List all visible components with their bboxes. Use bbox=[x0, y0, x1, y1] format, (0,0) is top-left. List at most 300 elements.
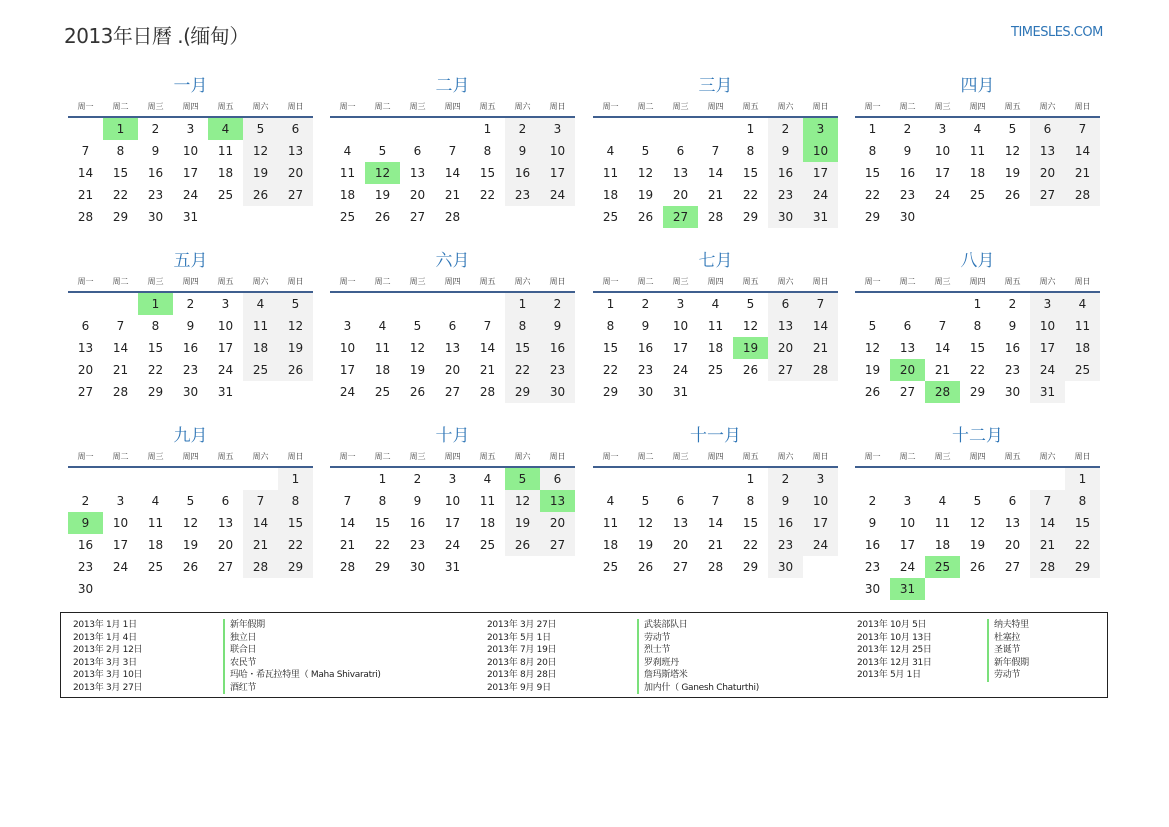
day-cell: 26 bbox=[409, 385, 426, 399]
weekday-header bbox=[68, 98, 313, 118]
month-name: 八月 bbox=[960, 251, 995, 271]
day-cell: 15 bbox=[1065, 512, 1100, 534]
day-cell: 17 bbox=[112, 538, 129, 552]
day-cell: 3 bbox=[803, 468, 838, 490]
weekday-label: 周日 bbox=[287, 452, 304, 461]
day-cell: 7 bbox=[343, 494, 352, 508]
day-cell: 1 bbox=[505, 293, 540, 315]
empty-day-cell bbox=[365, 293, 400, 315]
weekday-label: 周一 bbox=[77, 452, 94, 461]
day-cell: 3 bbox=[448, 472, 457, 486]
day-cell: 12 bbox=[505, 490, 540, 512]
holiday-name: 新年假期 bbox=[223, 619, 265, 632]
holiday-day-cell: 27 bbox=[663, 206, 698, 228]
empty-day-cell bbox=[330, 293, 365, 315]
day-cell: 12 bbox=[278, 315, 313, 337]
day-cell: 30 bbox=[182, 385, 199, 399]
day-cell: 8 bbox=[606, 319, 615, 333]
week-row bbox=[330, 468, 575, 490]
week-row bbox=[593, 381, 838, 403]
weekday-label: 周一 bbox=[602, 102, 619, 111]
weekday-header bbox=[593, 273, 838, 293]
holiday-name: 玛哈・希瓦拉特里（ Maha Shivaratri) bbox=[223, 669, 381, 682]
day-cell: 12 bbox=[182, 516, 199, 530]
day-cell: 11 bbox=[1065, 315, 1100, 337]
empty-day-cell bbox=[103, 578, 138, 600]
weekday-label: 周二 bbox=[374, 452, 391, 461]
weekday-label: 周三 bbox=[934, 102, 951, 111]
day-cell: 30 bbox=[1004, 385, 1021, 399]
day-cell: 5 bbox=[378, 144, 387, 158]
day-cell: 6 bbox=[540, 468, 575, 490]
holiday-date: 2013年 8月 20日 bbox=[487, 657, 557, 668]
day-cell: 10 bbox=[899, 516, 916, 530]
day-cell: 2 bbox=[186, 297, 195, 311]
day-cell: 22 bbox=[969, 363, 986, 377]
holiday-name: 劳动节 bbox=[637, 632, 670, 645]
day-cell: 6 bbox=[448, 319, 457, 333]
day-cell: 30 bbox=[768, 556, 803, 578]
weekday-label: 周六 bbox=[777, 102, 794, 111]
empty-day-cell bbox=[628, 118, 663, 140]
day-cell: 9 bbox=[641, 319, 650, 333]
site-link[interactable]: TIMESLES.COM bbox=[1011, 25, 1103, 40]
week-row bbox=[330, 293, 575, 315]
day-cell: 10 bbox=[803, 490, 838, 512]
day-cell: 26 bbox=[374, 210, 391, 224]
day-cell: 6 bbox=[676, 144, 685, 158]
day-cell: 29 bbox=[864, 210, 881, 224]
week-row bbox=[68, 359, 313, 381]
day-cell: 28 bbox=[112, 385, 129, 399]
empty-day-cell bbox=[995, 468, 1030, 490]
day-cell: 23 bbox=[409, 538, 426, 552]
weekday-label: 周三 bbox=[409, 277, 426, 286]
weekday-label: 周一 bbox=[864, 452, 881, 461]
day-cell: 18 bbox=[479, 516, 496, 530]
day-cell: 25 bbox=[217, 188, 234, 202]
day-cell: 26 bbox=[637, 560, 654, 574]
day-cell: 18 bbox=[339, 188, 356, 202]
day-cell: 23 bbox=[864, 560, 881, 574]
day-cell: 27 bbox=[1004, 560, 1021, 574]
day-cell: 27 bbox=[672, 560, 689, 574]
weekday-header bbox=[68, 448, 313, 468]
day-cell: 8 bbox=[483, 144, 492, 158]
weekday-header bbox=[330, 98, 575, 118]
day-cell: 25 bbox=[707, 363, 724, 377]
weekday-label: 周四 bbox=[444, 277, 461, 286]
day-cell: 4 bbox=[343, 144, 352, 158]
day-cell: 22 bbox=[112, 188, 129, 202]
day-cell: 9 bbox=[505, 140, 540, 162]
weekday-label: 周三 bbox=[147, 277, 164, 286]
day-cell: 13 bbox=[217, 516, 234, 530]
day-cell: 9 bbox=[151, 144, 160, 158]
day-cell: 8 bbox=[868, 144, 877, 158]
weekday-label: 周六 bbox=[1039, 277, 1056, 286]
day-cell: 22 bbox=[278, 534, 313, 556]
day-cell: 27 bbox=[768, 359, 803, 381]
weekday-label: 周五 bbox=[217, 277, 234, 286]
day-cell: 11 bbox=[339, 166, 356, 180]
day-cell: 15 bbox=[374, 516, 391, 530]
weekday-label: 周二 bbox=[899, 102, 916, 111]
empty-day-cell bbox=[663, 468, 698, 490]
weekday-label: 周一 bbox=[77, 102, 94, 111]
week-row bbox=[855, 468, 1100, 490]
day-cell: 19 bbox=[278, 337, 313, 359]
weekday-label: 周五 bbox=[742, 277, 759, 286]
day-cell: 22 bbox=[479, 188, 496, 202]
day-cell: 8 bbox=[151, 319, 160, 333]
empty-day-cell bbox=[400, 118, 435, 140]
day-cell: 29 bbox=[969, 385, 986, 399]
weekday-label: 周六 bbox=[1039, 452, 1056, 461]
day-cell: 17 bbox=[934, 166, 951, 180]
day-cell: 15 bbox=[969, 341, 986, 355]
day-cell: 9 bbox=[1008, 319, 1017, 333]
day-cell: 5 bbox=[413, 319, 422, 333]
day-cell: 27 bbox=[444, 385, 461, 399]
day-cell: 9 bbox=[768, 140, 803, 162]
day-cell: 20 bbox=[768, 337, 803, 359]
week-row bbox=[68, 578, 313, 600]
week-row bbox=[330, 315, 575, 337]
day-cell: 8 bbox=[505, 315, 540, 337]
empty-day-cell bbox=[960, 578, 995, 600]
day-cell: 24 bbox=[934, 188, 951, 202]
day-cell: 13 bbox=[672, 166, 689, 180]
day-cell: 2 bbox=[540, 293, 575, 315]
day-cell: 18 bbox=[374, 363, 391, 377]
empty-day-cell bbox=[103, 468, 138, 490]
holiday-name: 农民节 bbox=[223, 657, 256, 670]
weekday-label: 周六 bbox=[514, 277, 531, 286]
day-cell: 26 bbox=[505, 534, 540, 556]
empty-day-cell bbox=[243, 206, 278, 228]
empty-day-cell bbox=[278, 381, 313, 403]
day-cell: 18 bbox=[147, 538, 164, 552]
day-cell: 5 bbox=[641, 494, 650, 508]
day-cell: 16 bbox=[768, 512, 803, 534]
week-row bbox=[330, 556, 575, 578]
day-cell: 12 bbox=[742, 319, 759, 333]
day-cell: 24 bbox=[444, 538, 461, 552]
day-cell: 13 bbox=[899, 341, 916, 355]
holiday-date: 2013年 3月 3日 bbox=[73, 657, 137, 668]
day-cell: 6 bbox=[903, 319, 912, 333]
weekday-label: 周五 bbox=[217, 452, 234, 461]
day-cell: 24 bbox=[112, 560, 129, 574]
weekday-label: 周六 bbox=[252, 277, 269, 286]
holiday-date: 2013年 1月 1日 bbox=[73, 620, 137, 630]
day-cell: 6 bbox=[278, 118, 313, 140]
day-cell: 18 bbox=[602, 188, 619, 202]
weekday-label: 周五 bbox=[217, 102, 234, 111]
day-cell: 27 bbox=[540, 534, 575, 556]
day-cell: 25 bbox=[602, 560, 619, 574]
day-cell: 30 bbox=[77, 582, 94, 596]
week-row bbox=[330, 359, 575, 381]
day-cell: 14 bbox=[243, 512, 278, 534]
weekday-label: 周六 bbox=[514, 452, 531, 461]
day-cell: 18 bbox=[1065, 337, 1100, 359]
day-cell: 22 bbox=[742, 188, 759, 202]
day-cell: 13 bbox=[278, 140, 313, 162]
day-cell: 28 bbox=[803, 359, 838, 381]
weekday-label: 周四 bbox=[969, 277, 986, 286]
weekday-header bbox=[855, 448, 1100, 468]
day-cell: 27 bbox=[899, 385, 916, 399]
day-cell: 11 bbox=[602, 166, 619, 180]
day-cell: 16 bbox=[899, 166, 916, 180]
week-row bbox=[855, 315, 1100, 337]
day-cell: 30 bbox=[637, 385, 654, 399]
day-cell: 8 bbox=[278, 490, 313, 512]
weekday-label: 周三 bbox=[672, 102, 689, 111]
week-row bbox=[68, 512, 313, 534]
month-9 bbox=[68, 424, 313, 600]
weekday-label: 周六 bbox=[777, 452, 794, 461]
empty-day-cell bbox=[855, 293, 890, 315]
week-row bbox=[593, 184, 838, 206]
day-cell: 29 bbox=[742, 560, 759, 574]
day-cell: 14 bbox=[339, 516, 356, 530]
day-cell: 31 bbox=[444, 560, 461, 574]
day-cell: 31 bbox=[217, 385, 234, 399]
week-row bbox=[855, 359, 1100, 381]
day-cell: 25 bbox=[602, 210, 619, 224]
week-row bbox=[68, 315, 313, 337]
day-cell: 8 bbox=[746, 494, 755, 508]
empty-day-cell bbox=[365, 118, 400, 140]
day-cell: 25 bbox=[479, 538, 496, 552]
week-row bbox=[593, 359, 838, 381]
day-cell: 9 bbox=[186, 319, 195, 333]
week-row bbox=[68, 184, 313, 206]
day-cell: 22 bbox=[742, 538, 759, 552]
week-row bbox=[330, 162, 575, 184]
weekday-label: 周五 bbox=[479, 277, 496, 286]
holiday-day-cell: 5 bbox=[505, 468, 540, 490]
day-cell: 28 bbox=[339, 560, 356, 574]
empty-day-cell bbox=[103, 293, 138, 315]
day-cell: 3 bbox=[116, 494, 125, 508]
week-row bbox=[855, 140, 1100, 162]
day-cell: 2 bbox=[1008, 297, 1017, 311]
day-cell: 17 bbox=[217, 341, 234, 355]
day-cell: 16 bbox=[505, 162, 540, 184]
day-cell: 2 bbox=[868, 494, 877, 508]
day-cell: 23 bbox=[147, 188, 164, 202]
empty-day-cell bbox=[400, 293, 435, 315]
empty-day-cell bbox=[768, 381, 803, 403]
holiday-date: 2013年 9月 9日 bbox=[487, 682, 551, 693]
day-cell: 24 bbox=[1030, 359, 1065, 381]
day-cell: 10 bbox=[934, 144, 951, 158]
day-cell: 8 bbox=[973, 319, 982, 333]
day-cell: 19 bbox=[1004, 166, 1021, 180]
day-cell: 7 bbox=[938, 319, 947, 333]
day-cell: 17 bbox=[1030, 337, 1065, 359]
day-cell: 16 bbox=[637, 341, 654, 355]
empty-day-cell bbox=[505, 206, 540, 228]
week-row bbox=[68, 337, 313, 359]
day-cell: 2 bbox=[903, 122, 912, 136]
weekday-label: 周三 bbox=[147, 102, 164, 111]
week-row bbox=[330, 140, 575, 162]
month-name: 七月 bbox=[698, 251, 733, 271]
day-cell: 11 bbox=[969, 144, 986, 158]
week-row bbox=[593, 293, 838, 315]
day-cell: 24 bbox=[540, 184, 575, 206]
day-cell: 30 bbox=[864, 582, 881, 596]
day-cell: 19 bbox=[374, 188, 391, 202]
day-cell: 8 bbox=[746, 144, 755, 158]
weekday-label: 周二 bbox=[112, 277, 129, 286]
day-cell: 29 bbox=[112, 210, 129, 224]
day-cell: 2 bbox=[641, 297, 650, 311]
day-cell: 28 bbox=[1030, 556, 1065, 578]
day-cell: 12 bbox=[969, 516, 986, 530]
weekday-header bbox=[593, 448, 838, 468]
day-cell: 12 bbox=[637, 516, 654, 530]
day-cell: 4 bbox=[378, 319, 387, 333]
day-cell: 26 bbox=[742, 363, 759, 377]
day-cell: 22 bbox=[602, 363, 619, 377]
empty-day-cell bbox=[925, 293, 960, 315]
day-cell: 5 bbox=[641, 144, 650, 158]
weekday-label: 周三 bbox=[409, 102, 426, 111]
holidays-panel bbox=[60, 612, 1108, 698]
day-cell: 21 bbox=[1065, 162, 1100, 184]
empty-day-cell bbox=[1030, 578, 1065, 600]
holiday-name: 新年假期 bbox=[987, 657, 1029, 670]
day-cell: 10 bbox=[217, 319, 234, 333]
weekday-label: 周四 bbox=[969, 452, 986, 461]
day-cell: 4 bbox=[1065, 293, 1100, 315]
day-cell: 10 bbox=[672, 319, 689, 333]
holiday-date: 2013年 12月 31日 bbox=[857, 657, 932, 668]
day-cell: 11 bbox=[374, 341, 391, 355]
day-cell: 16 bbox=[540, 337, 575, 359]
month-11 bbox=[593, 424, 838, 578]
day-cell: 5 bbox=[746, 297, 755, 311]
week-row bbox=[855, 556, 1100, 578]
week-row bbox=[593, 162, 838, 184]
week-row bbox=[593, 337, 838, 359]
empty-day-cell bbox=[733, 381, 768, 403]
empty-day-cell bbox=[208, 578, 243, 600]
week-row bbox=[68, 206, 313, 228]
weekday-label: 周六 bbox=[514, 102, 531, 111]
month-name: 十月 bbox=[435, 426, 470, 446]
weekday-header bbox=[330, 273, 575, 293]
weekday-label: 周二 bbox=[374, 277, 391, 286]
day-cell: 17 bbox=[803, 512, 838, 534]
day-cell: 24 bbox=[182, 188, 199, 202]
day-cell: 21 bbox=[707, 538, 724, 552]
weekday-label: 周一 bbox=[339, 102, 356, 111]
weekday-label: 周五 bbox=[742, 452, 759, 461]
week-row bbox=[68, 162, 313, 184]
day-cell: 24 bbox=[217, 363, 234, 377]
day-cell: 14 bbox=[1030, 512, 1065, 534]
day-cell: 13 bbox=[1004, 516, 1021, 530]
day-cell: 22 bbox=[864, 188, 881, 202]
empty-day-cell bbox=[138, 578, 173, 600]
day-cell: 11 bbox=[217, 144, 234, 158]
day-cell: 3 bbox=[186, 122, 195, 136]
day-cell: 18 bbox=[602, 538, 619, 552]
day-cell: 24 bbox=[339, 385, 356, 399]
weekday-label: 周一 bbox=[864, 277, 881, 286]
month-8 bbox=[855, 249, 1100, 403]
day-cell: 11 bbox=[243, 315, 278, 337]
weekday-label: 周三 bbox=[934, 452, 951, 461]
day-cell: 21 bbox=[243, 534, 278, 556]
day-cell: 8 bbox=[116, 144, 125, 158]
empty-day-cell bbox=[330, 468, 365, 490]
day-cell: 5 bbox=[186, 494, 195, 508]
day-cell: 11 bbox=[707, 319, 724, 333]
day-cell: 6 bbox=[81, 319, 90, 333]
day-cell: 17 bbox=[540, 162, 575, 184]
weekday-label: 周五 bbox=[1004, 277, 1021, 286]
empty-day-cell bbox=[1065, 381, 1100, 403]
weekday-label: 周二 bbox=[637, 452, 654, 461]
empty-day-cell bbox=[173, 468, 208, 490]
day-cell: 14 bbox=[77, 166, 94, 180]
day-cell: 27 bbox=[409, 210, 426, 224]
weekday-label: 周六 bbox=[777, 277, 794, 286]
day-cell: 24 bbox=[803, 534, 838, 556]
empty-day-cell bbox=[890, 293, 925, 315]
weekday-label: 周二 bbox=[637, 277, 654, 286]
day-cell: 21 bbox=[444, 188, 461, 202]
week-row bbox=[855, 381, 1100, 403]
weekday-label: 周二 bbox=[637, 102, 654, 111]
day-cell: 31 bbox=[1030, 381, 1065, 403]
day-cell: 26 bbox=[278, 359, 313, 381]
day-cell: 7 bbox=[1030, 490, 1065, 512]
week-row bbox=[593, 118, 838, 140]
empty-day-cell bbox=[960, 206, 995, 228]
day-cell: 19 bbox=[637, 538, 654, 552]
week-row bbox=[330, 512, 575, 534]
week-row bbox=[855, 490, 1100, 512]
weekday-label: 周三 bbox=[672, 277, 689, 286]
day-cell: 15 bbox=[742, 516, 759, 530]
day-cell: 19 bbox=[182, 538, 199, 552]
empty-day-cell bbox=[505, 556, 540, 578]
day-cell: 17 bbox=[803, 162, 838, 184]
day-cell: 23 bbox=[637, 363, 654, 377]
day-cell: 9 bbox=[903, 144, 912, 158]
empty-day-cell bbox=[698, 118, 733, 140]
day-cell: 18 bbox=[969, 166, 986, 180]
empty-day-cell bbox=[470, 206, 505, 228]
week-row bbox=[68, 468, 313, 490]
month-4 bbox=[855, 74, 1100, 228]
day-cell: 3 bbox=[903, 494, 912, 508]
weekday-header bbox=[855, 273, 1100, 293]
month-name: 四月 bbox=[960, 76, 995, 96]
weekday-label: 周四 bbox=[182, 102, 199, 111]
day-cell: 22 bbox=[1065, 534, 1100, 556]
day-cell: 11 bbox=[479, 494, 496, 508]
